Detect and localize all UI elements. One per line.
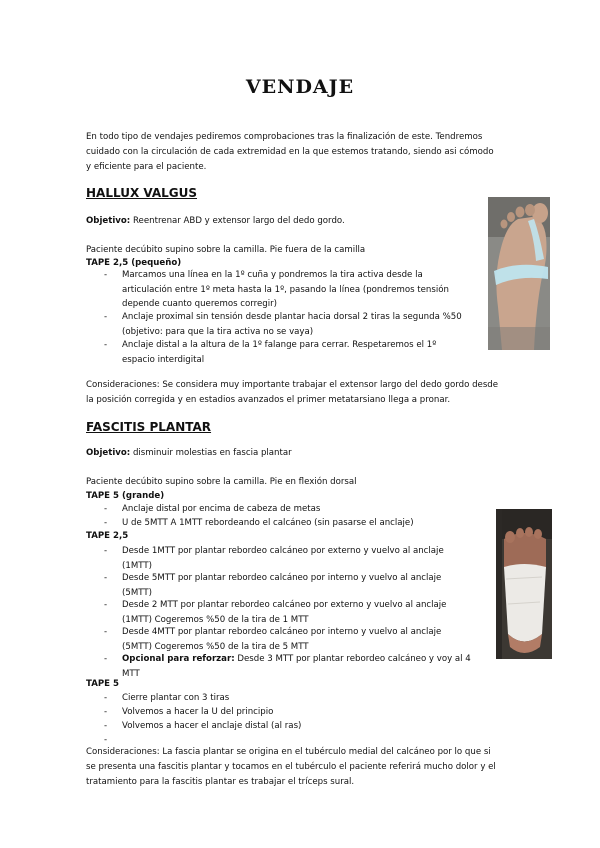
- heading-hallux-valgus: HALLUX VALGUS: [86, 186, 198, 200]
- list-item: [104, 268, 494, 313]
- hallux-foot-photo: [488, 197, 550, 350]
- list-item-line: Desde 5MTT por plantar rebordeo calcáneo por interno y vuelvo al anclaje: [122, 573, 442, 583]
- list-item-line: Desde 1MTT por plantar rebordeo calcáneo por externo y vuelvo al anclaje: [122, 546, 444, 556]
- list-item-text: [122, 652, 492, 681]
- hallux-tape-label: TAPE 2,5 (pequeño): [86, 258, 182, 268]
- fascitis-consideraciones-2: se presenta una fascitis plantar y tocamos en el tubérculo el paciente referirá mucho dolor y el: [86, 762, 496, 772]
- bullet-dash: -: [104, 707, 108, 717]
- tape-sub: (grande): [119, 491, 165, 501]
- bullet-dash: -: [104, 693, 108, 703]
- bullet-dash: -: [104, 518, 108, 528]
- fascitis-objetivo: [86, 446, 292, 461]
- fascitis-consideraciones-1: Consideraciones: La fascia plantar se origina en el tubérculo medial del calcáneo por lo que si: [86, 747, 491, 757]
- list-item-line: Anclaje distal a la altura de la 1º falange para cerrar. Respetaremos el 1º: [122, 340, 437, 350]
- list-item-text: [122, 571, 492, 600]
- bullet-dash: -: [104, 573, 108, 583]
- list-item-text: [122, 268, 492, 312]
- list-item-line: Desde 2 MTT por plantar rebordeo calcáneo por externo y vuelvo al anclaje: [122, 600, 447, 610]
- list-item: [104, 691, 494, 706]
- bullet-dash: -: [104, 735, 108, 745]
- list-item-text: Volvemos a hacer la U del principio: [122, 707, 274, 717]
- list-item-line: (objetivo: para que la tira activa no se vaya): [122, 326, 314, 337]
- fascitis-foot-photo: [496, 509, 552, 659]
- list-item-text: Anclaje distal por encima de cabeza de metas: [122, 504, 321, 514]
- hallux-consideraciones-1: Consideraciones: Se considera muy importante trabajar el extensor largo del dedo gordo desde: [86, 380, 499, 390]
- intro-line-3: y eficiente para el paciente.: [86, 162, 207, 172]
- list-item: [104, 598, 494, 628]
- heading-fascitis-plantar: FASCITIS PLANTAR: [86, 420, 212, 434]
- list-item-line: MTT: [122, 668, 140, 679]
- list-item-line: (1MTT) Cogeremos %50 de la tira de 1 MTT: [122, 614, 309, 625]
- list-item-line: articulación entre 1º meta hasta la 1º, pasando la línea (pondremos tensión: [122, 284, 449, 295]
- bullet-dash: -: [104, 654, 108, 664]
- opcional-text: Desde 3 MTT por plantar rebordeo calcáneo y voy al 4: [234, 654, 471, 664]
- list-item-line: espacio interdigital: [122, 354, 205, 365]
- list-item-text: [122, 338, 492, 367]
- list-item-line: Anclaje proximal sin tensión desde plantar hacia dorsal 2 tiras la segunda %50: [122, 312, 462, 322]
- page-title: VENDAJE: [245, 76, 355, 98]
- list-item-line: (1MTT): [122, 560, 152, 571]
- list-item: [104, 310, 494, 340]
- list-item: [104, 516, 494, 531]
- bullet-dash: -: [104, 721, 108, 731]
- intro-line-1: En todo tipo de vendajes pediremos comprobaciones tras la finalización de este. Tendremos: [86, 132, 483, 142]
- list-item-text: Cierre plantar con 3 tiras: [122, 693, 230, 703]
- list-item-text: Volvemos a hacer el anclaje distal (al ras): [122, 721, 302, 731]
- objetivo-text: Reentrenar ABD y extensor largo del dedo gordo.: [130, 216, 345, 226]
- list-item: [104, 705, 494, 720]
- intro-line-2: cuidado con la circulación de cada extremidad en la que estemos tratando, siendo asi cómodo: [86, 147, 494, 157]
- list-item-text: [122, 310, 492, 339]
- tape-label: TAPE 5: [86, 491, 119, 501]
- fascitis-consideraciones-3: tratamiento para la fascitis plantar es trabajar el tríceps sural.: [86, 777, 355, 787]
- list-item: [104, 625, 494, 655]
- fascitis-tape25-label: TAPE 2,5: [86, 531, 129, 541]
- hallux-objetivo: [86, 214, 345, 229]
- bullet-dash: -: [104, 627, 108, 637]
- list-item-line: (5MTT) Cogeremos %50 de la tira de 5 MTT: [122, 641, 309, 652]
- list-item: [104, 652, 494, 682]
- fascitis-tape5b-label: TAPE 5: [86, 679, 119, 689]
- list-item-text: [122, 625, 492, 654]
- list-item: [104, 338, 494, 368]
- list-item-text: [122, 598, 492, 627]
- bullet-dash: -: [104, 546, 108, 556]
- bullet-dash: -: [104, 600, 108, 610]
- foot-image: [488, 197, 550, 350]
- hallux-paciente: Paciente decúbito supino sobre la camilla. Pie fuera de la camilla: [86, 245, 366, 255]
- list-item-line: Desde 4MTT por plantar rebordeo calcáneo por interno y vuelvo al anclaje: [122, 627, 442, 637]
- list-item-text: U de 5MTT A 1MTT rebordeando el calcáneo (sin pasarse el anclaje): [122, 518, 414, 528]
- bullet-dash: -: [104, 504, 108, 514]
- opcional-label: Opcional para reforzar:: [122, 654, 235, 664]
- list-item: [104, 719, 494, 734]
- objetivo-label: Objetivo:: [86, 448, 131, 458]
- list-item-line: [122, 652, 492, 667]
- list-item-line: (5MTT): [122, 587, 152, 598]
- list-item: [104, 544, 494, 574]
- hallux-consideraciones-2: la posición corregida y en estadios avanzados el primer metatarsiano llega a pronar.: [86, 395, 451, 405]
- objetivo-label: Objetivo:: [86, 216, 131, 226]
- foot-image: [496, 509, 552, 659]
- objetivo-text: disminuir molestias en fascia plantar: [130, 448, 292, 458]
- fascitis-paciente: Paciente decúbito supino sobre la camilla. Pie en flexión dorsal: [86, 477, 357, 487]
- bullet-dash: -: [104, 270, 108, 280]
- list-item: [104, 571, 494, 601]
- list-item-line: depende cuanto queremos corregir): [122, 299, 278, 310]
- list-item: [104, 502, 494, 517]
- bullet-dash: -: [104, 340, 108, 350]
- list-item-line: Marcamos una línea en la 1º cuña y pondremos la tira activa desde la: [122, 270, 423, 280]
- bullet-dash: -: [104, 312, 108, 322]
- list-item-text: [122, 544, 492, 573]
